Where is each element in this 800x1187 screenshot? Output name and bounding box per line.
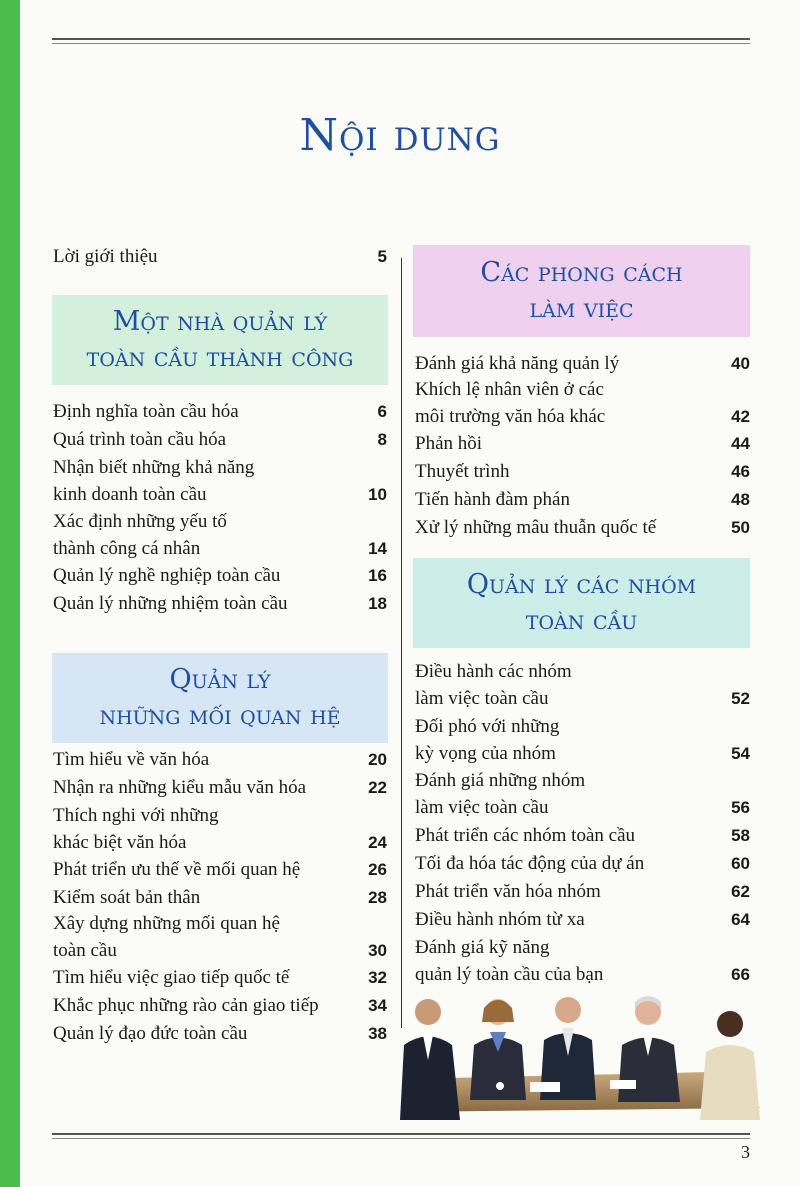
- toc-page-number: 38: [368, 1024, 387, 1043]
- section-heading-global-teams: [413, 558, 750, 648]
- toc-entry[interactable]: [53, 964, 387, 991]
- toc-entry-label: Tối đa hóa tác động của dự án: [415, 853, 645, 874]
- toc-entry-label: Tìm hiểu việc giao tiếp quốc tế: [53, 967, 290, 988]
- toc-entry-label: Phát triển ưu thế về mối quan hệ: [53, 859, 301, 880]
- toc-page-number: 22: [368, 778, 387, 797]
- toc-entry[interactable]: [53, 454, 387, 508]
- section-heading-relationships: [52, 653, 388, 743]
- toc-entry-label: Quản lý những nhiệm toàn cầu: [53, 593, 288, 614]
- toc-entry-label: Đối phó với những: [415, 716, 560, 737]
- toc-entry-label: quản lý toàn cầu của bạn: [415, 964, 604, 985]
- column-divider: [401, 258, 402, 1028]
- toc-entry[interactable]: [415, 713, 750, 767]
- toc-entry[interactable]: [415, 822, 750, 849]
- section-heading-line: Một nhà quản lý: [112, 306, 328, 337]
- section-heading-line: Các phong cách: [480, 257, 683, 288]
- toc-entry[interactable]: [53, 884, 387, 911]
- bottom-rule: [52, 1133, 750, 1135]
- section-heading-line: toàn cầu thành công: [86, 342, 354, 373]
- toc-page-number: 14: [368, 539, 387, 558]
- toc-entry-label: Đánh giá những nhóm: [415, 770, 586, 791]
- toc-entry-label: Điều hành nhóm từ xa: [415, 909, 585, 930]
- toc-entry-label: Nhận biết những khả năng: [53, 457, 255, 478]
- toc-page-number: 32: [368, 968, 387, 987]
- toc-page-number: 34: [368, 996, 387, 1015]
- toc-entry[interactable]: [415, 906, 750, 933]
- toc-page-number: 5: [377, 247, 387, 266]
- toc-entry[interactable]: [415, 767, 750, 821]
- section-heading-work-styles: [413, 245, 750, 337]
- toc-entry[interactable]: [415, 878, 750, 905]
- toc-entry-label: Điều hành các nhóm: [415, 661, 572, 682]
- toc-entry[interactable]: [415, 486, 750, 513]
- toc-entry[interactable]: [53, 426, 387, 453]
- toc-entry-label: khác biệt văn hóa: [53, 832, 187, 853]
- toc-entry-label: Định nghĩa toàn cầu hóa: [53, 401, 239, 422]
- toc-entry[interactable]: [415, 376, 750, 430]
- toc-entry[interactable]: [415, 458, 750, 485]
- green-edge-bar: [0, 0, 20, 1187]
- toc-entry-label: Đánh giá khả năng quản lý: [415, 353, 620, 374]
- toc-page-number: 24: [368, 833, 387, 852]
- toc-page-number: 8: [377, 430, 387, 449]
- section-heading-line: những mối quan hệ: [99, 700, 341, 731]
- bottom-rule-thin: [52, 1138, 750, 1139]
- toc-entry-label: Quản lý đạo đức toàn cầu: [53, 1023, 248, 1044]
- toc-entry-label: kỳ vọng của nhóm: [415, 743, 556, 764]
- toc-page-number: 16: [368, 566, 387, 585]
- toc-entry-label: Nhận ra những kiểu mẫu văn hóa: [53, 777, 307, 798]
- toc-entry[interactable]: [53, 774, 387, 801]
- toc-page-number: 6: [377, 402, 387, 421]
- toc-entry[interactable]: [53, 910, 387, 964]
- toc-entry[interactable]: [53, 1020, 387, 1047]
- section-heading-line: Quản lý các nhóm: [466, 569, 697, 600]
- toc-entry[interactable]: [415, 514, 750, 541]
- toc-entry-label: Đánh giá kỹ năng: [415, 937, 550, 958]
- toc-entry-label: Phát triển văn hóa nhóm: [415, 881, 601, 902]
- toc-entry-label: Xác định những yếu tố: [53, 511, 227, 532]
- toc-page-number: 18: [368, 594, 387, 613]
- toc-page-number: 10: [368, 485, 387, 504]
- toc-entry-label: làm việc toàn cầu: [415, 688, 549, 709]
- toc-entry[interactable]: [415, 430, 750, 457]
- toc-page-number: 40: [731, 354, 750, 373]
- toc-page-number: 44: [731, 434, 750, 453]
- toc-entry-label: Xử lý những mâu thuẫn quốc tế: [415, 517, 657, 538]
- toc-page-number: 48: [731, 490, 750, 509]
- toc-entry[interactable]: [415, 850, 750, 877]
- toc-entry-label: Phản hồi: [415, 433, 483, 454]
- toc-entry-label: Xây dựng những mối quan hệ: [53, 913, 280, 934]
- section-heading-line: làm việc: [529, 293, 634, 324]
- toc-entry-intro[interactable]: [53, 243, 387, 270]
- toc-entry[interactable]: [53, 856, 387, 883]
- toc-entry[interactable]: [415, 934, 750, 988]
- business-meeting-photo: [380, 990, 770, 1120]
- toc-entry[interactable]: [53, 398, 387, 425]
- toc-entry-label: Tiến hành đàm phán: [415, 489, 570, 510]
- toc-page-number: 26: [368, 860, 387, 879]
- toc-entry[interactable]: [415, 658, 750, 712]
- toc-page-number: 30: [368, 941, 387, 960]
- toc-entry[interactable]: [53, 590, 387, 617]
- toc-entry-label: Thích nghi với những: [53, 805, 219, 826]
- toc-page-number: 56: [731, 798, 750, 817]
- toc-page-number: 46: [731, 462, 750, 481]
- toc-entry-label: Khích lệ nhân viên ở các: [415, 379, 604, 400]
- toc-entry-label: Quá trình toàn cầu hóa: [53, 429, 227, 450]
- page-number: 3: [741, 1142, 750, 1162]
- toc-entry[interactable]: [53, 508, 387, 562]
- toc-entry-label: thành công cá nhân: [53, 538, 201, 559]
- toc-entry[interactable]: [415, 350, 750, 377]
- toc-page-number: 42: [731, 407, 750, 426]
- toc-page-number: 62: [731, 882, 750, 901]
- toc-entry-label: Kiểm soát bản thân: [53, 887, 201, 908]
- toc-page-number: 66: [731, 965, 750, 984]
- toc-page-number: 28: [368, 888, 387, 907]
- toc-entry-label: kinh doanh toàn cầu: [53, 484, 207, 505]
- top-rule: [52, 38, 750, 40]
- toc-entry-label: Lời giới thiệu: [53, 246, 158, 267]
- toc-entry-label: toàn cầu: [53, 940, 117, 961]
- section-heading-global-manager: [52, 295, 388, 385]
- top-rule-thin: [52, 43, 750, 44]
- toc-entry-label: Tìm hiểu về văn hóa: [53, 749, 210, 770]
- toc-entry-label: môi trường văn hóa khác: [415, 406, 606, 427]
- toc-entry-label: Quản lý nghề nghiệp toàn cầu: [53, 565, 281, 586]
- toc-entry[interactable]: [53, 802, 387, 856]
- toc-entry[interactable]: [53, 562, 387, 589]
- toc-page-number: 50: [731, 518, 750, 537]
- toc-entry-label: Phát triển các nhóm toàn cầu: [415, 825, 636, 846]
- toc-entry-label: Khắc phục những rào cản giao tiếp: [53, 995, 319, 1016]
- toc-entry-label: Thuyết trình: [415, 461, 510, 482]
- toc-page-number: 64: [731, 910, 750, 929]
- section-heading-line: Quản lý: [169, 664, 271, 695]
- section-heading-line: toàn cầu: [525, 605, 638, 636]
- page-title: Nội dung: [299, 110, 501, 161]
- toc-page-number: 54: [731, 744, 750, 763]
- toc-entry[interactable]: [53, 992, 387, 1019]
- toc-page-number: 58: [731, 826, 750, 845]
- toc-page-number: 20: [368, 750, 387, 769]
- toc-entry-label: làm việc toàn cầu: [415, 797, 549, 818]
- toc-page-number: 52: [731, 689, 750, 708]
- toc-entry[interactable]: [53, 746, 387, 773]
- toc-page-number: 60: [731, 854, 750, 873]
